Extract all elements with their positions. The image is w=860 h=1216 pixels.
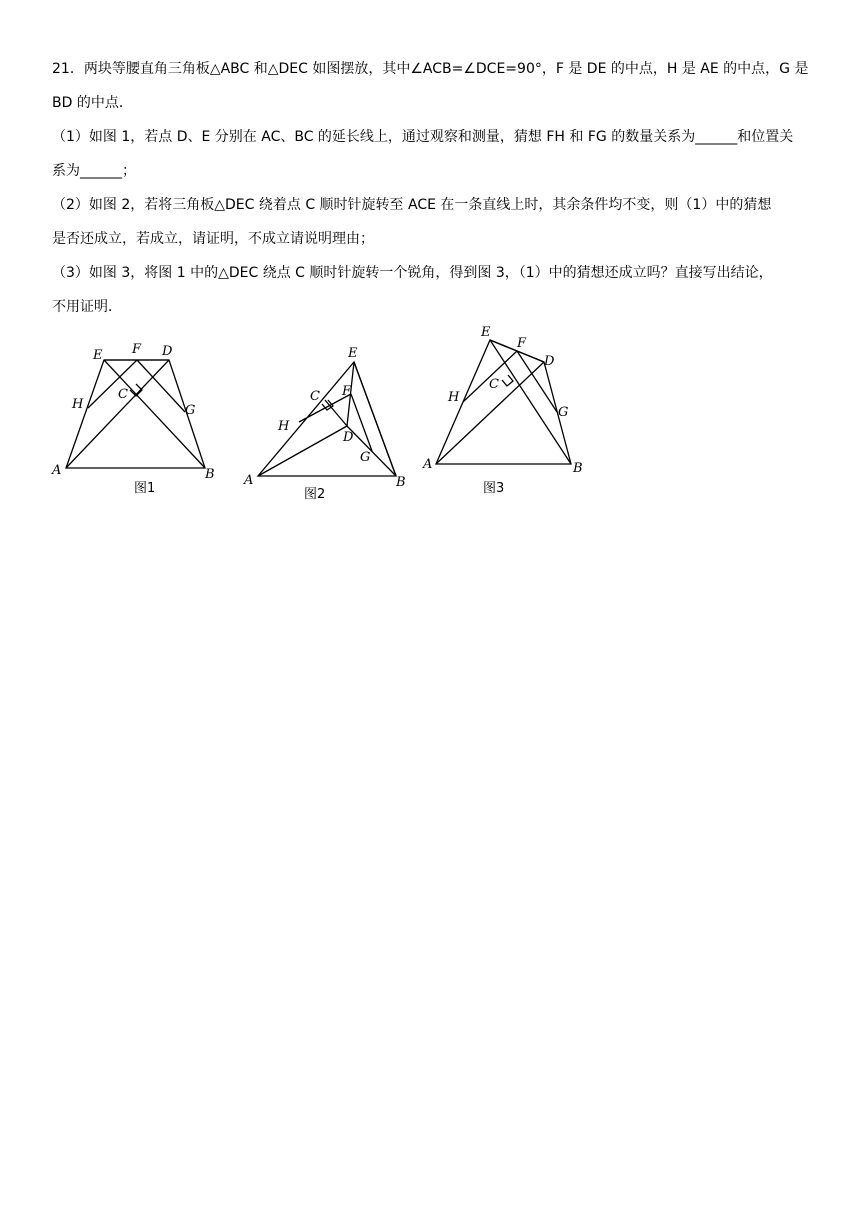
fig1-label-d: D (162, 344, 173, 359)
fig1-label-f: F (132, 342, 142, 357)
fig3-label-f: F (517, 336, 527, 351)
fig2-label-g: G (360, 450, 371, 465)
fig3-caption: 图3 (483, 481, 505, 496)
fig3-label-g: G (558, 405, 569, 420)
fig2-caption: 图2 (304, 487, 326, 502)
fig3-label-c: C (489, 377, 499, 392)
figures (40, 322, 600, 512)
fig3-label-h: H (448, 390, 460, 405)
fig3-label-a: A (423, 457, 433, 472)
fig1-caption: 图1 (134, 481, 156, 496)
fig2-label-b: B (396, 475, 406, 490)
fig2-label-d: D (343, 430, 354, 445)
fig1-label-a: A (52, 463, 62, 478)
question-line: BD 的中点． (52, 95, 133, 111)
figure-1 (51, 342, 215, 496)
question-line: 是否还成立，若成立，请证明，不成立请说明理由； (52, 231, 374, 247)
question-line: （2）如图 2，若将三角板△DEC 绕着点 C 顺时针旋转至 ACE 在一条直线上时，其余条件均不变，则（1）中的猜想 (52, 197, 772, 213)
fig3-right-angle (502, 375, 513, 386)
fig3-label-e: E (481, 325, 491, 340)
question-line: 系为______； (52, 163, 136, 179)
fig1-label-c: C (118, 387, 128, 402)
figure-2 (243, 346, 406, 502)
question-line: 21．两块等腰直角三角板△ABC 和△DEC 如图摆放，其中∠ACB=∠DCE=90°，F 是 DE 的中点，H 是 AE 的中点，G 是 (52, 61, 809, 77)
fig1-label-h: H (72, 397, 84, 412)
question-line: 不用证明． (52, 299, 122, 315)
fig2-label-h: H (278, 419, 290, 434)
fig2-label-a: A (244, 473, 254, 488)
fig1-label-b: B (205, 467, 215, 482)
figure-3 (422, 325, 583, 496)
figures-svg (40, 322, 600, 512)
fig2-cd (325, 400, 347, 426)
question-line: （1）如图 1，若点 D、E 分别在 AC、BC 的延长线上，通过观察和测量，猜想 FH 和 FG 的数量关系为______和位置关 (52, 129, 794, 145)
fig2-label-e: E (348, 346, 358, 361)
fig3-label-b: B (573, 461, 583, 476)
fig2-label-f: F (342, 384, 352, 399)
question-line: （3）如图 3，将图 1 中的△DEC 绕点 C 顺时针旋转一个锐角，得到图 3，（1）中的猜想还成立吗？直接写出结论， (52, 265, 773, 281)
fig2-ad (258, 426, 347, 476)
fig1-label-g: G (185, 403, 196, 418)
fig3-label-d: D (544, 354, 555, 369)
fig1-label-e: E (93, 348, 103, 363)
question-text (52, 52, 812, 324)
fig1-ad (66, 360, 169, 468)
fig2-label-c: C (310, 389, 320, 404)
